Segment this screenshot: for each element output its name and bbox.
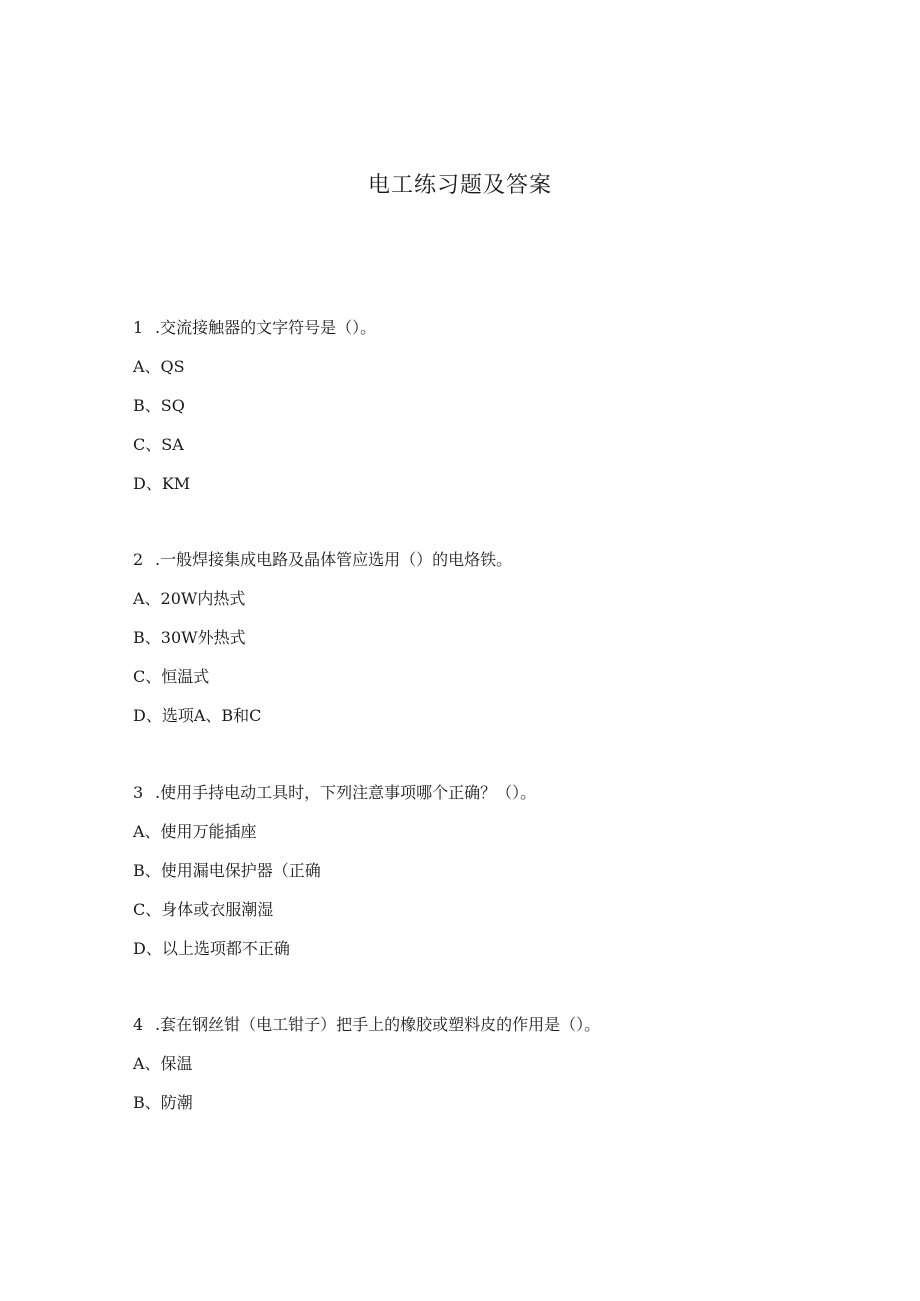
option-b: B、防潮 bbox=[133, 1093, 193, 1112]
question-number: 3 bbox=[133, 783, 144, 802]
option-d: D、以上选项都不正确 bbox=[133, 939, 290, 958]
option-d: D、选项A、B和C bbox=[133, 706, 262, 725]
question-text: .交流接触器的文字符号是（）。 bbox=[155, 318, 377, 337]
option-a: A、20W内热式 bbox=[133, 589, 246, 608]
option-a: A、保温 bbox=[133, 1054, 193, 1073]
question-number: 1 bbox=[133, 318, 144, 337]
question-stem bbox=[133, 548, 833, 572]
option-c: C、身体或衣服潮湿 bbox=[133, 900, 274, 919]
option-c: C、SA bbox=[133, 435, 184, 454]
option-b: B、SQ bbox=[133, 396, 185, 415]
question-2 bbox=[133, 548, 833, 728]
page-title: 电工练习题及答案 bbox=[367, 173, 552, 198]
option-c: C、恒温式 bbox=[133, 667, 210, 686]
question-stem bbox=[133, 1013, 833, 1037]
question-text: .套在钢丝钳（电工钳子）把手上的橡胶或塑料皮的作用是（）。 bbox=[155, 1015, 601, 1034]
question-3 bbox=[133, 781, 833, 961]
question-text: .一般焊接集成电路及晶体管应选用（）的电烙铁。 bbox=[155, 550, 513, 569]
question-1 bbox=[133, 316, 833, 496]
option-a: A、使用万能插座 bbox=[133, 822, 257, 841]
option-d: D、KM bbox=[133, 474, 191, 493]
option-a: A、QS bbox=[133, 357, 185, 376]
question-number: 4 bbox=[133, 1015, 144, 1034]
question-number: 2 bbox=[133, 550, 144, 569]
question-4 bbox=[133, 1013, 833, 1115]
question-text: .使用手持电动工具时，下列注意事项哪个正确？（）。 bbox=[155, 783, 537, 802]
question-stem bbox=[133, 316, 833, 340]
option-b: B、30W外热式 bbox=[133, 628, 246, 647]
option-b: B、使用漏电保护器（正确 bbox=[133, 861, 321, 880]
question-stem bbox=[133, 781, 833, 805]
